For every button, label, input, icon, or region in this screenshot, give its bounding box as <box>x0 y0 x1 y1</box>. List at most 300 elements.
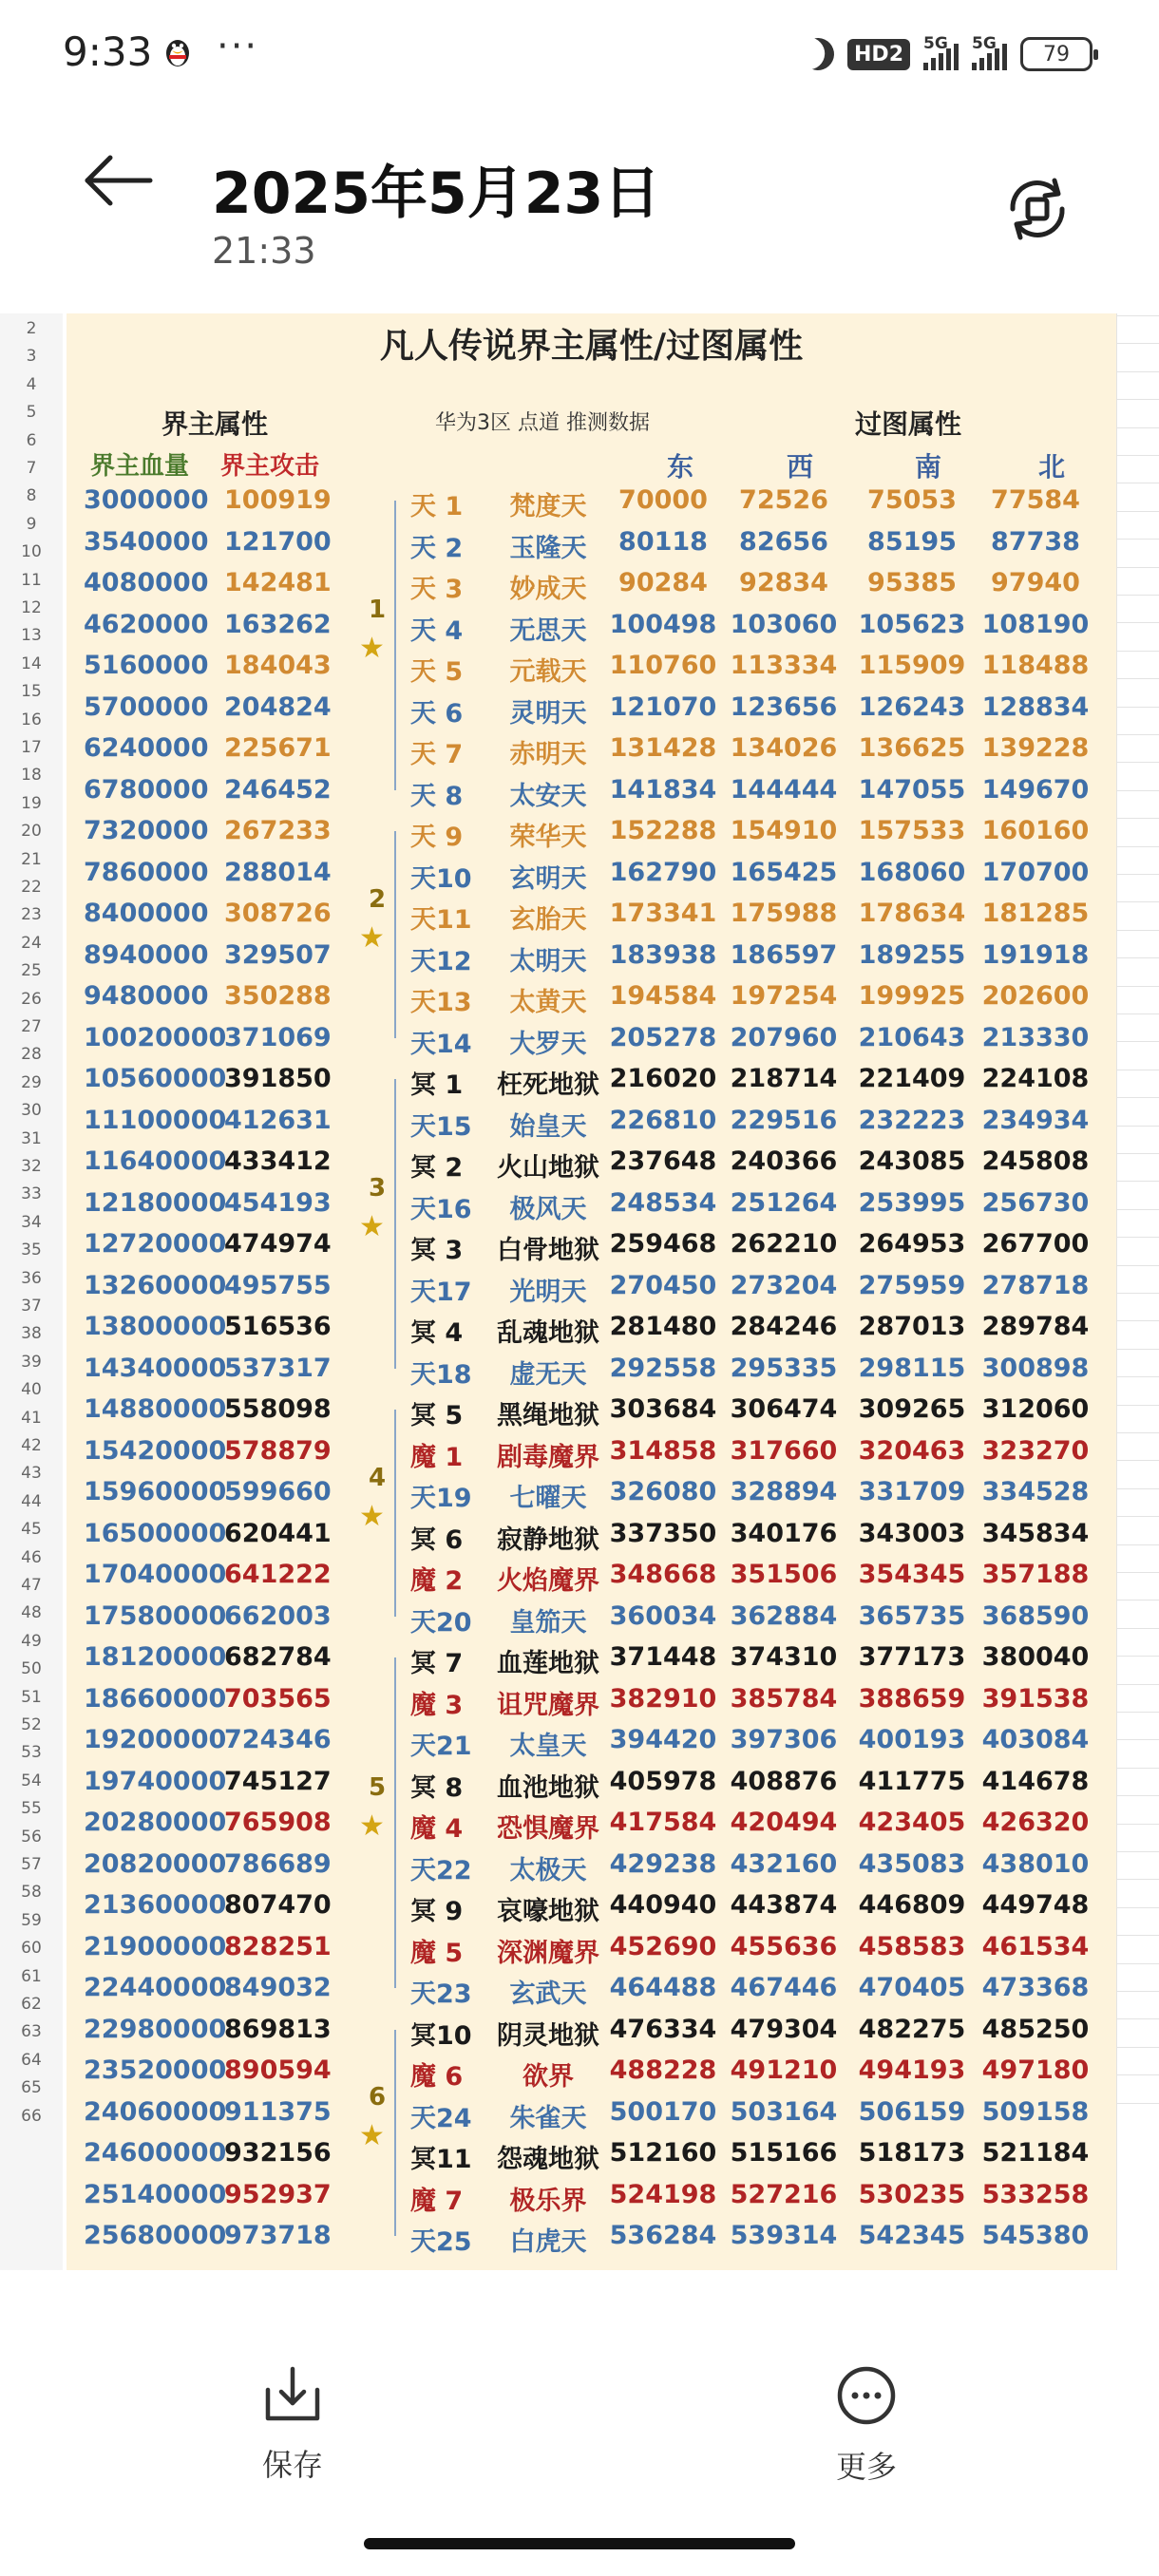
realm-cell: 天25 <box>410 2227 472 2257</box>
table-row <box>66 1471 1116 1513</box>
row-number: 14 <box>21 653 42 673</box>
table-row <box>66 1348 1116 1390</box>
east-value-cell: 121070 <box>609 691 717 722</box>
north-value-cell: 128834 <box>981 691 1090 722</box>
table-row <box>66 1100 1116 1142</box>
east-value-cell: 237648 <box>609 1146 717 1176</box>
table-row <box>66 2215 1116 2257</box>
boss-hp-cell: 15960000 <box>84 1477 227 1506</box>
north-value-cell: 357188 <box>981 1560 1090 1589</box>
realm-cell: 冥 3 <box>410 1236 464 1265</box>
sheet-title: 凡人传说界主属性/过图属性 <box>379 327 804 366</box>
boss-atk-cell: 703565 <box>224 1683 332 1714</box>
realm-cell: 天24 <box>410 2103 472 2133</box>
map-name-cell: 玉隆天 <box>509 533 587 563</box>
west-value-cell: 385784 <box>730 1683 838 1714</box>
west-value-cell: 92834 <box>739 568 828 597</box>
row-number: 22 <box>21 878 42 897</box>
south-value-cell: 377173 <box>858 1642 966 1672</box>
north-value-cell: 438010 <box>981 1848 1090 1879</box>
battery-level: 79 <box>1043 42 1070 66</box>
boss-hp-cell: 6240000 <box>84 733 209 763</box>
map-name-cell: 朱雀天 <box>509 2103 587 2133</box>
boss-hp-cell: 24060000 <box>84 2096 227 2127</box>
qq-penguin-icon <box>163 34 192 77</box>
south-value-cell: 253995 <box>858 1187 966 1218</box>
more-icon <box>836 2365 897 2426</box>
realm-cell: 冥11 <box>410 2145 472 2174</box>
map-name-cell: 皇笳天 <box>509 1607 587 1638</box>
boss-hp-cell: 22980000 <box>84 2014 227 2044</box>
row-number: 55 <box>21 1799 42 1819</box>
realm-cell: 冥 7 <box>410 1649 464 1678</box>
realm-cell: 天22 <box>410 1855 472 1885</box>
west-value-cell: 113334 <box>730 651 838 680</box>
boss-hp-cell: 8940000 <box>84 939 209 970</box>
south-value-cell: 178634 <box>858 899 966 928</box>
page-subtitle: 21:33 <box>212 230 316 272</box>
boss-hp-cell: 11640000 <box>84 1146 227 1176</box>
south-value-cell: 189255 <box>858 939 966 970</box>
boss-hp-cell: 10020000 <box>84 1022 227 1052</box>
region-note: 华为3区 点道 推测数据 <box>435 411 650 435</box>
row-number: 10 <box>21 542 42 562</box>
map-name-cell: 灵明天 <box>509 698 587 729</box>
realm-cell: 天10 <box>410 863 472 894</box>
west-value-cell: 408876 <box>730 1766 838 1796</box>
south-value-cell: 95385 <box>867 568 957 597</box>
row-number: 24 <box>21 933 42 953</box>
east-value-cell: 110760 <box>609 651 717 680</box>
hp-header: 界主血量 <box>90 452 190 481</box>
map-name-cell: 诅咒魔界 <box>497 1690 599 1720</box>
north-value-cell: 449748 <box>981 1890 1090 1920</box>
boss-hp-cell: 13260000 <box>84 1270 227 1300</box>
realm-cell: 天 8 <box>410 781 464 811</box>
table-row <box>66 769 1116 811</box>
row-number: 61 <box>21 1966 42 1986</box>
table-row <box>66 1223 1116 1265</box>
table-row <box>66 1513 1116 1555</box>
south-value-cell: 243085 <box>858 1146 966 1176</box>
map-name-cell: 梵度天 <box>509 492 587 521</box>
table-row <box>66 1389 1116 1430</box>
west-value-cell: 397306 <box>730 1725 838 1754</box>
east-value-cell: 429238 <box>609 1848 717 1879</box>
north-value-cell: 533258 <box>981 2179 1090 2209</box>
boss-atk-cell: 849032 <box>224 1973 332 2002</box>
row-number: 42 <box>21 1436 42 1455</box>
south-value-cell: 458583 <box>858 1931 966 1961</box>
south-value-cell: 470405 <box>858 1973 966 2002</box>
east-header: 东 <box>667 451 694 483</box>
table-row <box>66 2092 1116 2133</box>
west-value-cell: 351506 <box>730 1560 838 1589</box>
row-number-column <box>0 313 63 2270</box>
west-value-cell: 123656 <box>730 691 838 722</box>
north-value-cell: 213330 <box>981 1022 1090 1052</box>
south-value-cell: 75053 <box>867 485 957 515</box>
table-row <box>66 1802 1116 1844</box>
realm-cell: 天 5 <box>410 657 464 687</box>
battery-icon <box>1020 37 1092 71</box>
boss-atk-cell: 828251 <box>224 1931 332 1961</box>
north-value-cell: 497180 <box>981 2055 1090 2085</box>
east-value-cell: 248534 <box>609 1187 717 1218</box>
realm-cell: 魔 4 <box>410 1814 464 1844</box>
table-row <box>66 1265 1116 1307</box>
north-value-cell: 77584 <box>991 485 1080 515</box>
boss-atk-cell: 890594 <box>224 2055 332 2085</box>
realm-cell: 冥10 <box>410 2020 472 2051</box>
table-row <box>66 2009 1116 2051</box>
east-value-cell: 405978 <box>609 1766 717 1796</box>
boss-atk-cell: 246452 <box>224 774 332 805</box>
east-value-cell: 536284 <box>609 2221 717 2250</box>
map-name-cell: 元载天 <box>509 657 587 687</box>
south-value-cell: 232223 <box>858 1105 966 1135</box>
north-value-cell: 118488 <box>981 651 1090 680</box>
gridlines <box>1116 313 1159 2270</box>
realm-cell: 冥 2 <box>410 1153 464 1183</box>
east-value-cell: 488228 <box>609 2055 717 2085</box>
row-number: 36 <box>21 1268 42 1288</box>
north-value-cell: 181285 <box>981 899 1090 928</box>
boss-atk-cell: 786689 <box>224 1848 332 1879</box>
table-row <box>66 1719 1116 1761</box>
west-value-cell: 432160 <box>730 1848 838 1879</box>
map-header: 过图属性 <box>855 408 962 440</box>
row-number: 44 <box>21 1491 42 1511</box>
map-name-cell: 恐惧魔界 <box>497 1814 599 1844</box>
table-row <box>66 1967 1116 2009</box>
row-number: 58 <box>21 1883 42 1903</box>
south-value-cell: 435083 <box>858 1848 966 1879</box>
west-value-cell: 328894 <box>730 1477 838 1506</box>
boss-atk-cell: 225671 <box>224 733 332 763</box>
more-label: 更多 <box>835 2449 897 2485</box>
south-value-cell: 264953 <box>858 1229 966 1259</box>
group-number: 5 <box>369 1773 387 1802</box>
west-value-cell: 539314 <box>730 2221 838 2250</box>
east-value-cell: 417584 <box>609 1808 717 1837</box>
south-value-cell: 331709 <box>858 1477 966 1506</box>
south-value-cell: 157533 <box>858 816 966 845</box>
map-name-cell: 七曜天 <box>509 1484 587 1513</box>
map-name-cell: 深渊魔界 <box>497 1938 599 1968</box>
north-value-cell: 87738 <box>991 526 1080 557</box>
status-indicators <box>802 30 1092 78</box>
boss-hp-cell: 20280000 <box>84 1808 227 1837</box>
realm-cell: 天 1 <box>410 492 464 521</box>
north-value-cell: 139228 <box>981 733 1090 763</box>
west-value-cell: 467446 <box>730 1973 838 2002</box>
south-value-cell: 115909 <box>858 651 966 680</box>
group-number: 4 <box>369 1463 387 1492</box>
south-header: 南 <box>915 451 942 483</box>
star-icon: ★ <box>359 920 385 955</box>
west-value-cell: 240366 <box>730 1146 838 1176</box>
star-icon: ★ <box>359 632 385 666</box>
south-value-cell: 530235 <box>858 2179 966 2209</box>
realm-cell: 天12 <box>410 946 472 976</box>
table-row <box>66 1017 1116 1059</box>
hd-voice-icon: HD2 <box>847 39 910 70</box>
rotate-icon[interactable] <box>999 171 1075 247</box>
east-value-cell: 464488 <box>609 1973 717 2002</box>
east-value-cell: 194584 <box>609 981 717 1011</box>
west-value-cell: 295335 <box>730 1353 838 1383</box>
south-value-cell: 309265 <box>858 1394 966 1424</box>
realm-cell: 天17 <box>410 1277 472 1307</box>
map-name-cell: 妙成天 <box>509 575 587 604</box>
boss-atk-cell: 952937 <box>224 2179 332 2209</box>
boss-hp-cell: 10560000 <box>84 1064 227 1093</box>
boss-atk-cell: 412631 <box>224 1105 332 1135</box>
realm-cell: 天20 <box>410 1607 472 1638</box>
signal-2-icon <box>972 34 1007 70</box>
east-value-cell: 226810 <box>609 1105 717 1135</box>
south-value-cell: 365735 <box>858 1601 966 1631</box>
boss-atk-cell: 599660 <box>224 1477 332 1506</box>
east-value-cell: 270450 <box>609 1270 717 1300</box>
north-value-cell: 509158 <box>981 2096 1090 2127</box>
north-value-cell: 191918 <box>981 939 1090 970</box>
boss-header: 界主属性 <box>162 408 269 440</box>
row-number: 5 <box>26 403 37 423</box>
north-value-cell: 234934 <box>981 1105 1090 1135</box>
table-row <box>66 687 1116 729</box>
map-name-cell: 白骨地狱 <box>497 1236 599 1265</box>
south-value-cell: 388659 <box>858 1683 966 1714</box>
east-value-cell: 141834 <box>609 774 717 805</box>
west-value-cell: 207960 <box>730 1022 838 1052</box>
boss-hp-cell: 21360000 <box>84 1890 227 1920</box>
more-button[interactable] <box>790 2365 942 2487</box>
east-value-cell: 131428 <box>609 733 717 763</box>
north-value-cell: 245808 <box>981 1146 1090 1176</box>
map-name-cell: 火焰魔界 <box>497 1566 599 1596</box>
row-number: 49 <box>21 1631 42 1651</box>
boss-atk-cell: 641222 <box>224 1560 332 1589</box>
realm-cell: 天23 <box>410 1979 472 2009</box>
south-value-cell: 221409 <box>858 1064 966 1093</box>
boss-hp-cell: 11100000 <box>84 1105 227 1135</box>
table-row <box>66 2132 1116 2174</box>
west-value-cell: 479304 <box>730 2014 838 2044</box>
map-name-cell: 血莲地狱 <box>497 1649 599 1678</box>
north-value-cell: 345834 <box>981 1518 1090 1548</box>
boss-hp-cell: 14340000 <box>84 1353 227 1383</box>
boss-hp-cell: 4080000 <box>84 568 209 597</box>
map-name-cell: 光明天 <box>509 1277 587 1307</box>
boss-hp-cell: 5160000 <box>84 651 209 680</box>
boss-atk-cell: 932156 <box>224 2138 332 2168</box>
map-name-cell: 枉死地狱 <box>497 1070 599 1100</box>
row-number: 15 <box>21 682 42 702</box>
row-number: 20 <box>21 822 42 842</box>
east-value-cell: 173341 <box>609 899 717 928</box>
save-button[interactable] <box>217 2365 369 2485</box>
table-row <box>66 935 1116 976</box>
east-value-cell: 500170 <box>609 2096 717 2127</box>
west-value-cell: 144444 <box>730 774 838 805</box>
gesture-handle[interactable] <box>364 2538 795 2549</box>
north-value-cell: 426320 <box>981 1808 1090 1837</box>
row-number: 11 <box>21 570 42 590</box>
table-row <box>66 728 1116 769</box>
boss-hp-cell: 8400000 <box>84 899 209 928</box>
north-value-cell: 391538 <box>981 1683 1090 1714</box>
row-number: 29 <box>21 1072 42 1092</box>
map-name-cell: 极乐界 <box>509 2186 587 2216</box>
realm-cell: 天 4 <box>410 616 464 646</box>
east-value-cell: 90284 <box>618 568 708 597</box>
east-value-cell: 216020 <box>609 1064 717 1093</box>
south-value-cell: 411775 <box>858 1766 966 1796</box>
west-value-cell: 154910 <box>730 816 838 845</box>
south-value-cell: 147055 <box>858 774 966 805</box>
east-value-cell: 512160 <box>609 2138 717 2168</box>
star-icon: ★ <box>359 2119 385 2153</box>
table-row <box>66 1596 1116 1638</box>
boss-hp-cell: 7320000 <box>84 816 209 845</box>
row-number: 30 <box>21 1101 42 1121</box>
table-row <box>66 1926 1116 1968</box>
boss-hp-cell: 13800000 <box>84 1312 227 1341</box>
north-header: 北 <box>1038 451 1066 483</box>
table-row <box>66 1637 1116 1678</box>
boss-atk-cell: 973718 <box>224 2221 332 2250</box>
table-row <box>66 1761 1116 1803</box>
west-value-cell: 229516 <box>730 1105 838 1135</box>
boss-hp-cell: 19740000 <box>84 1766 227 1796</box>
back-arrow-icon[interactable] <box>82 152 158 209</box>
spreadsheet-image[interactable] <box>0 313 1159 2270</box>
east-value-cell: 205278 <box>609 1022 717 1052</box>
boss-atk-cell: 100919 <box>224 485 332 515</box>
row-number: 64 <box>21 2050 42 2070</box>
realm-cell: 魔 2 <box>410 1566 464 1596</box>
row-number: 21 <box>21 849 42 869</box>
west-value-cell: 262210 <box>730 1229 838 1259</box>
boss-hp-cell: 21900000 <box>84 1931 227 1961</box>
row-number: 59 <box>21 1910 42 1930</box>
map-name-cell: 极风天 <box>509 1194 587 1224</box>
west-value-cell: 165425 <box>730 857 838 887</box>
east-value-cell: 348668 <box>609 1560 717 1589</box>
row-number: 12 <box>21 598 42 617</box>
row-number: 26 <box>21 989 42 1009</box>
download-icon <box>264 2365 321 2424</box>
north-value-cell: 334528 <box>981 1477 1090 1506</box>
row-number: 66 <box>21 2106 42 2126</box>
star-icon: ★ <box>359 1499 385 1533</box>
table-row <box>66 645 1116 687</box>
row-number: 23 <box>21 905 42 925</box>
row-number: 48 <box>21 1603 42 1623</box>
boss-atk-cell: 267233 <box>224 816 332 845</box>
more-notifications-icon: ··· <box>217 25 259 68</box>
table-row <box>66 893 1116 935</box>
north-value-cell: 414678 <box>981 1766 1090 1796</box>
boss-atk-cell: 350288 <box>224 981 332 1011</box>
boss-hp-cell: 7860000 <box>84 857 209 887</box>
east-value-cell: 440940 <box>609 1890 717 1920</box>
table-row <box>66 521 1116 563</box>
realm-cell: 天 7 <box>410 740 464 769</box>
realm-cell: 天19 <box>410 1484 472 1513</box>
south-value-cell: 542345 <box>858 2221 966 2250</box>
east-value-cell: 259468 <box>609 1229 717 1259</box>
row-number: 54 <box>21 1771 42 1790</box>
boss-atk-cell: 682784 <box>224 1642 332 1672</box>
boss-atk-cell: 121700 <box>224 526 332 557</box>
do-not-disturb-moon-icon <box>797 33 839 75</box>
north-value-cell: 473368 <box>981 1973 1090 2002</box>
table-row <box>66 604 1116 646</box>
boss-hp-cell: 24600000 <box>84 2138 227 2168</box>
boss-hp-cell: 25680000 <box>84 2221 227 2250</box>
north-value-cell: 160160 <box>981 816 1090 845</box>
realm-cell: 天 3 <box>410 575 464 604</box>
boss-atk-cell: 454193 <box>224 1187 332 1218</box>
boss-hp-cell: 17040000 <box>84 1560 227 1589</box>
save-label: 保存 <box>261 2447 323 2483</box>
west-value-cell: 82656 <box>739 526 828 557</box>
row-number: 7 <box>26 459 37 478</box>
east-value-cell: 152288 <box>609 816 717 845</box>
row-number: 46 <box>21 1547 42 1567</box>
east-value-cell: 80118 <box>618 526 708 557</box>
boss-atk-cell: 433412 <box>224 1146 332 1176</box>
east-value-cell: 326080 <box>609 1477 717 1506</box>
status-time: 9:33 <box>63 28 153 75</box>
row-number: 51 <box>21 1687 42 1707</box>
map-name-cell: 寂静地狱 <box>497 1525 599 1555</box>
map-name-cell: 荣华天 <box>509 823 587 852</box>
group-number: 2 <box>369 884 387 914</box>
row-number: 50 <box>21 1659 42 1679</box>
west-value-cell: 455636 <box>730 1931 838 1961</box>
table-row <box>66 1183 1116 1224</box>
map-name-cell: 太极天 <box>509 1855 587 1885</box>
map-name-cell: 怨魂地狱 <box>497 2145 599 2174</box>
south-value-cell: 168060 <box>858 857 966 887</box>
west-value-cell: 374310 <box>730 1642 838 1672</box>
north-value-cell: 202600 <box>981 981 1090 1011</box>
row-number: 33 <box>21 1184 42 1204</box>
boss-hp-cell: 22440000 <box>84 1973 227 2002</box>
row-number: 18 <box>21 766 42 786</box>
table-row <box>66 562 1116 604</box>
north-value-cell: 312060 <box>981 1394 1090 1424</box>
south-value-cell: 400193 <box>858 1725 966 1754</box>
map-name-cell: 太黄天 <box>509 988 587 1017</box>
boss-hp-cell: 16500000 <box>84 1518 227 1548</box>
table-row <box>66 2050 1116 2092</box>
boss-hp-cell: 25140000 <box>84 2179 227 2209</box>
boss-atk-cell: 578879 <box>224 1435 332 1466</box>
realm-cell: 天 2 <box>410 533 464 563</box>
boss-atk-cell: 537317 <box>224 1353 332 1383</box>
north-value-cell: 278718 <box>981 1270 1090 1300</box>
south-value-cell: 423405 <box>858 1808 966 1837</box>
row-number: 43 <box>21 1464 42 1484</box>
west-value-cell: 420494 <box>730 1808 838 1837</box>
east-value-cell: 524198 <box>609 2179 717 2209</box>
boss-atk-cell: 371069 <box>224 1022 332 1052</box>
